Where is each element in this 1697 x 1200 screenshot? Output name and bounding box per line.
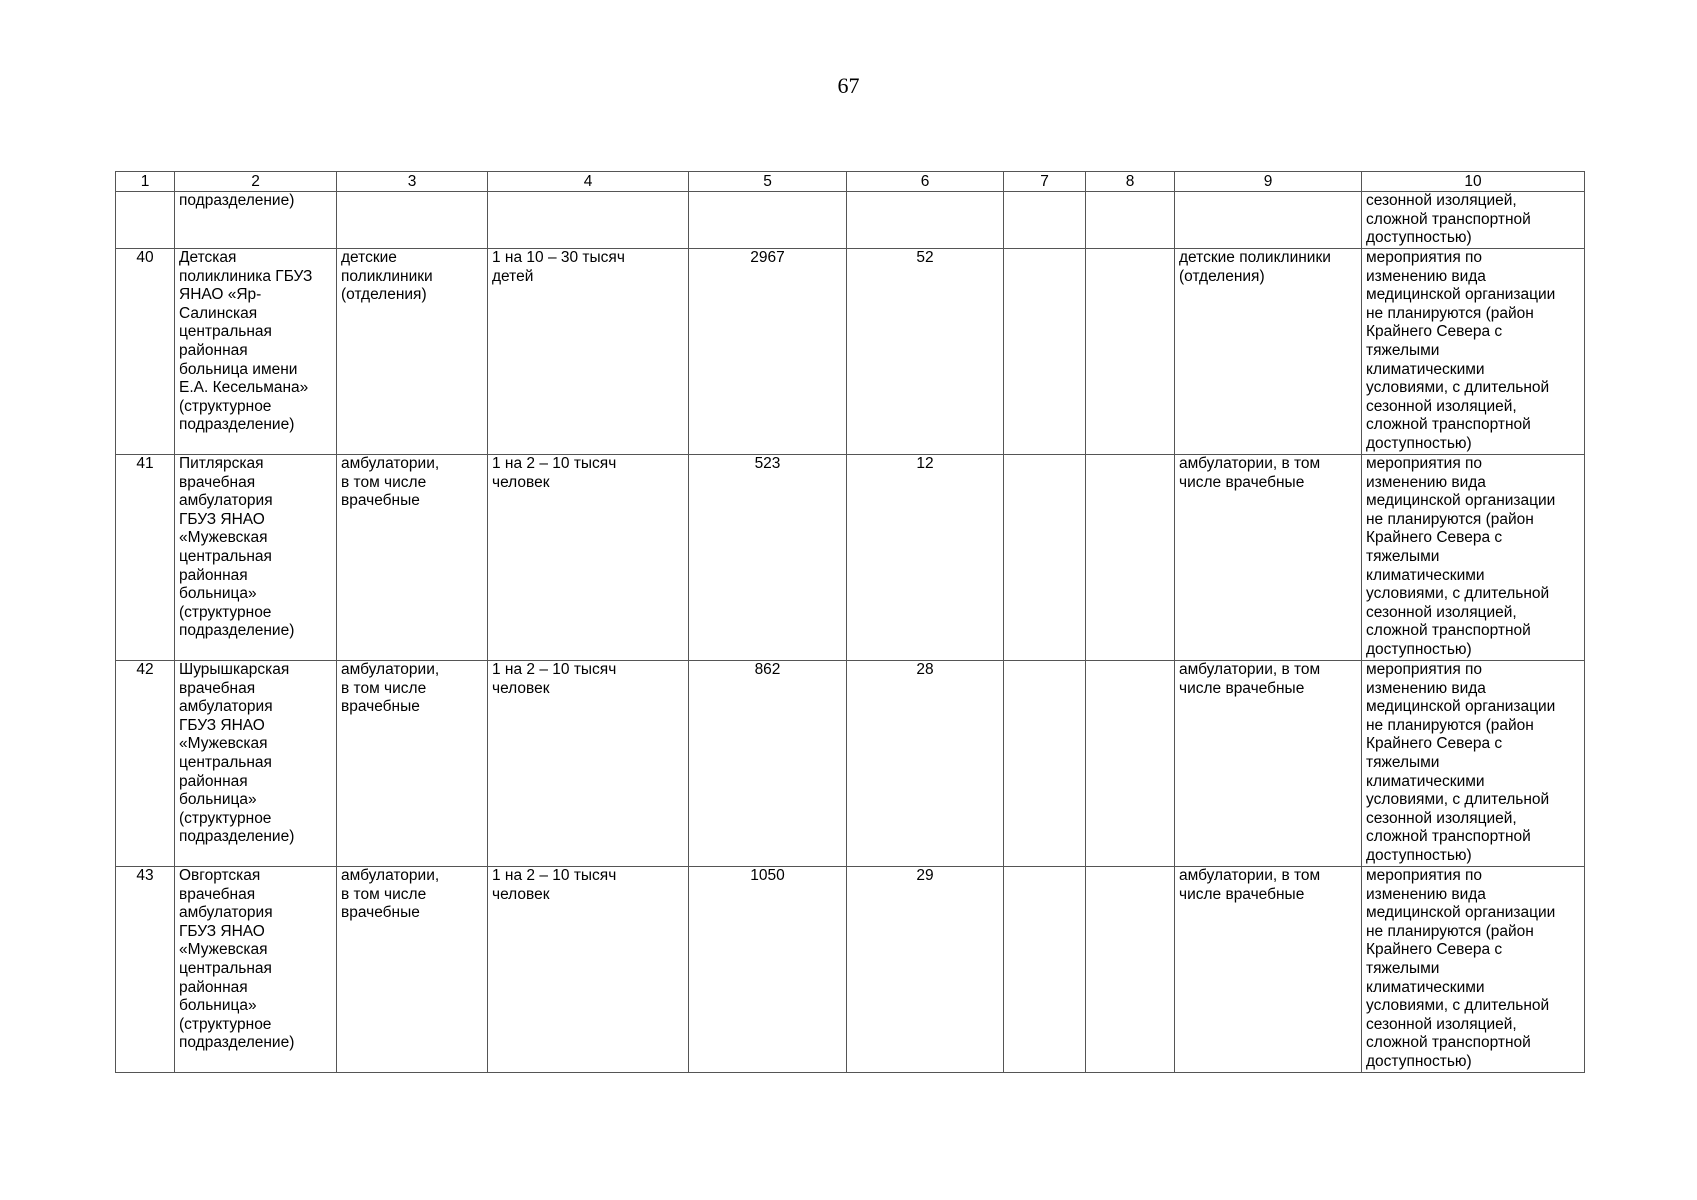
norm-cell: 1 на 2 – 10 тысяч человек: [488, 455, 689, 661]
row-number-cell: 43: [116, 867, 175, 1073]
table-cell: [1086, 192, 1175, 249]
table-cell: [1004, 661, 1086, 867]
page-number: 67: [837, 73, 860, 98]
value-cell: 2967: [689, 249, 847, 455]
facility-type-cell: амбулатории, в том числе врачебные: [337, 455, 488, 661]
value-cell: 1050: [689, 867, 847, 1073]
target-type-cell: амбулатории, в том числе врачебные: [1175, 867, 1362, 1073]
column-header: 2: [175, 172, 337, 192]
facility-name-cell: Шурышкарская врачебная амбулатория ГБУЗ ЯНАО «Мужевская центральная районная больница» (структурное подразделение): [175, 661, 337, 867]
row-number-cell: 40: [116, 249, 175, 455]
note-cell: мероприятия по изменению вида медицинской организации не планируются (район Крайнего Севера с тяжелыми климатическими условиями, с длительной сезонной изоляцией, сложной транспортной доступностью): [1362, 455, 1585, 661]
facility-name-cell: подразделение): [175, 192, 337, 249]
row-number-cell: 41: [116, 455, 175, 661]
header-row: [116, 172, 1585, 192]
facility-type-cell: детские поликлиники (отделения): [337, 249, 488, 455]
table-cell: [1086, 249, 1175, 455]
table-cell: [1175, 192, 1362, 249]
column-header: 10: [1362, 172, 1585, 192]
table-cell: [1086, 455, 1175, 661]
value-cell: 523: [689, 455, 847, 661]
facility-name-cell: Питлярская врачебная амбулатория ГБУЗ ЯНАО «Мужевская центральная районная больница» (структурное подразделение): [175, 455, 337, 661]
norm-cell: 1 на 10 – 30 тысяч детей: [488, 249, 689, 455]
column-header: 6: [847, 172, 1004, 192]
target-type-cell: амбулатории, в том числе врачебные: [1175, 661, 1362, 867]
column-header: 3: [337, 172, 488, 192]
value-cell: 29: [847, 867, 1004, 1073]
target-type-cell: амбулатории, в том числе врачебные: [1175, 455, 1362, 661]
value-cell: 12: [847, 455, 1004, 661]
value-cell: 52: [847, 249, 1004, 455]
table-row: [116, 661, 1585, 867]
table-cell: [847, 192, 1004, 249]
table-cell: [116, 192, 175, 249]
table-cell: [1004, 249, 1086, 455]
target-type-cell: детские поликлиники (отделения): [1175, 249, 1362, 455]
table-cell: [1086, 867, 1175, 1073]
column-header: 9: [1175, 172, 1362, 192]
note-cell: мероприятия по изменению вида медицинской организации не планируются (район Крайнего Севера с тяжелыми климатическими условиями, с длительной сезонной изоляцией, сложной транспортной доступностью): [1362, 661, 1585, 867]
norm-cell: 1 на 2 – 10 тысяч человек: [488, 867, 689, 1073]
table-cell: [337, 192, 488, 249]
column-header: 1: [116, 172, 175, 192]
column-header: 8: [1086, 172, 1175, 192]
facility-name-cell: Овгортская врачебная амбулатория ГБУЗ ЯНАО «Мужевская центральная районная больница» (структурное подразделение): [175, 867, 337, 1073]
value-cell: 28: [847, 661, 1004, 867]
facility-type-cell: амбулатории, в том числе врачебные: [337, 661, 488, 867]
column-header: 7: [1004, 172, 1086, 192]
continuation-row: [116, 192, 1585, 249]
table-cell: [488, 192, 689, 249]
facility-name-cell: Детская поликлиника ГБУЗ ЯНАО «Яр- Салинская центральная районная больница имени Е.А. Кесельмана» (структурное подразделение): [175, 249, 337, 455]
note-cell: мероприятия по изменению вида медицинской организации не планируются (район Крайнего Севера с тяжелыми климатическими условиями, с длительной сезонной изоляцией, сложной транспортной доступностью): [1362, 867, 1585, 1073]
table-cell: [1086, 661, 1175, 867]
table-cell: [1004, 192, 1086, 249]
table-cell: [1004, 867, 1086, 1073]
row-number-cell: 42: [116, 661, 175, 867]
table-cell: [689, 192, 847, 249]
norm-cell: 1 на 2 – 10 тысяч человек: [488, 661, 689, 867]
table-row: [116, 249, 1585, 455]
value-cell: 862: [689, 661, 847, 867]
table-row: [116, 867, 1585, 1073]
table-cell: [1004, 455, 1086, 661]
table-row: [116, 455, 1585, 661]
note-cell: сезонной изоляцией, сложной транспортной доступностью): [1362, 192, 1585, 249]
column-header: 5: [689, 172, 847, 192]
data-table: [115, 171, 1585, 1073]
column-header: 4: [488, 172, 689, 192]
note-cell: мероприятия по изменению вида медицинской организации не планируются (район Крайнего Севера с тяжелыми климатическими условиями, с длительной сезонной изоляцией, сложной транспортной доступностью): [1362, 249, 1585, 455]
facility-type-cell: амбулатории, в том числе врачебные: [337, 867, 488, 1073]
